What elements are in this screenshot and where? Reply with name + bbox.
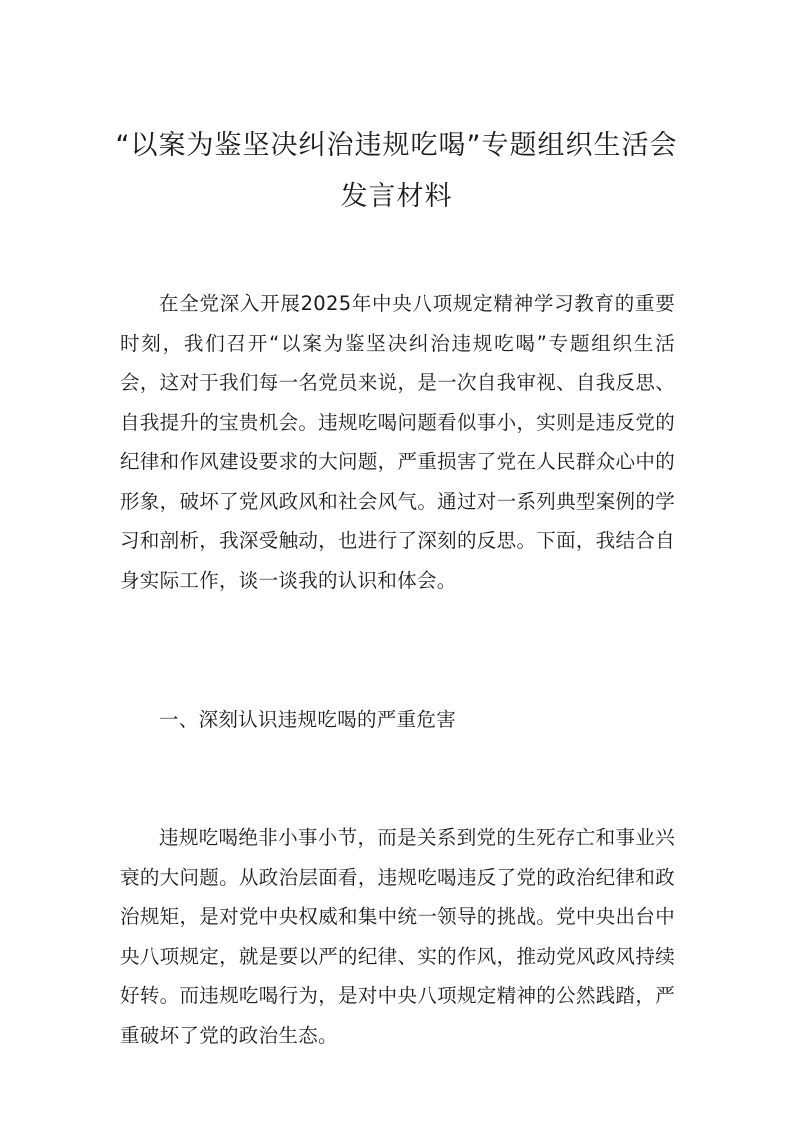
intro-paragraph: 在全党深入开展2025年中央八项规定精神学习教育的重要时刻，我们召开“以案为鉴坚决纠治违规吃喝”专题组织生活会，这对于我们每一名党员来说，是一次自我审视、自我反思、自我提升的宝贵机会。违规吃喝问题看似事小，实则是违反党的纪律和作风建设要求的大问题，严重损害了党在人民群众心中的形象，破坏了党风政风和社会风气。通过对一系列典型案例的学习和剖析，我深受触动，也进行了深刻的反思。下面，我结合自身实际工作，谈一谈我的认识和体会。	[120, 292, 675, 592]
section-heading: 一、深刻认识违规吃喝的严重危害	[159, 708, 457, 731]
section-paragraph: 违规吃喝绝非小事小节，而是关系到党的生死存亡和事业兴衰的大问题。从政治层面看，违规吃喝违反了党的政治纪律和政治规矩，是对党中央权威和集中统一领导的挑战。党中央出台中央八项规定，就是要以严的纪律、实的作风，推动党风政风持续好转。而违规吃喝行为，是对中央八项规定精神的公然践踏，严重破坏了党的政治生态。	[120, 826, 675, 1047]
document-title: “以案为鉴坚决纠治违规吃喝”专题组织生活会发言材料	[115, 130, 678, 212]
